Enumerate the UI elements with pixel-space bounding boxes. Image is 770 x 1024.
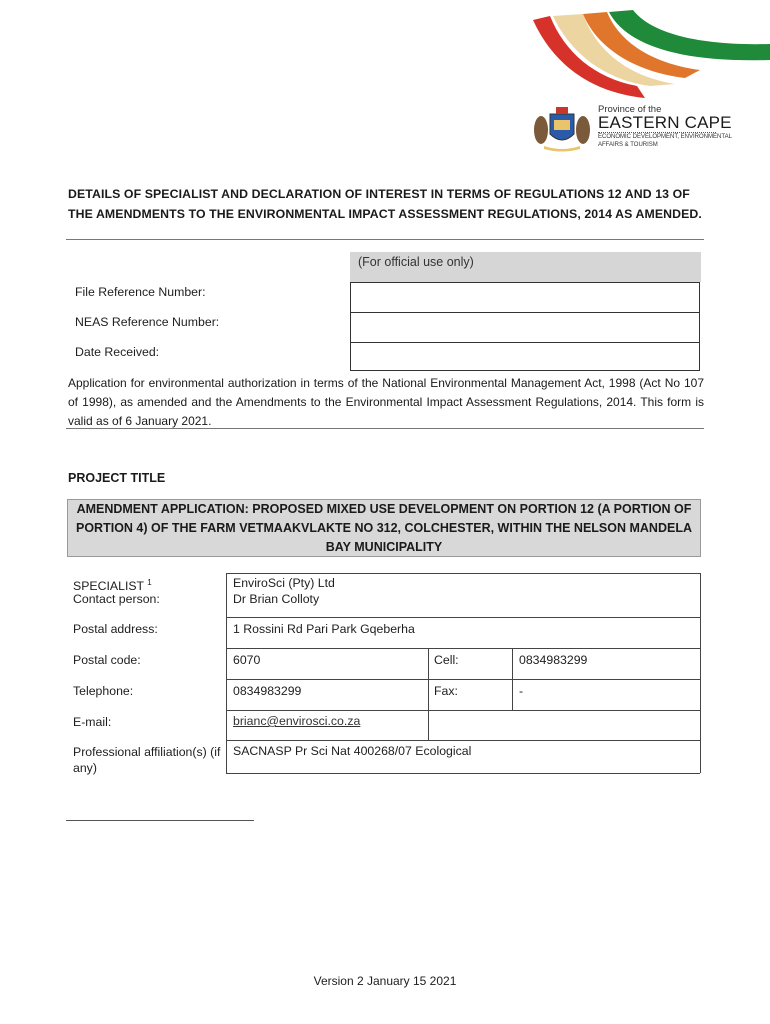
date-received-label: Date Received: xyxy=(75,345,160,359)
contact-person-label: Contact person: xyxy=(73,592,160,606)
telephone-value[interactable]: 0834983299 xyxy=(233,684,302,698)
intro-paragraph: Application for environmental authorization in terms of the National Environmental Management Act, 1998 (Act No 107 of 1998), as amended and the Amendments to the Environmental Impact Assessment Regulations, 2014. This form is valid as of 6 January 2021. xyxy=(68,376,704,428)
fax-label: Fax: xyxy=(434,684,458,698)
company-value[interactable]: EnviroSci (Pty) Ltd xyxy=(233,576,335,590)
affiliation-label: Professional affiliation(s) (if any) xyxy=(73,745,221,775)
telephone-label: Telephone: xyxy=(73,684,134,698)
email-value[interactable]: brianc@envirosci.co.za xyxy=(233,714,361,728)
cell-label: Cell: xyxy=(434,653,459,667)
project-title-label: PROJECT TITLE xyxy=(68,471,166,485)
form-rule xyxy=(226,710,700,711)
postal-code-label: Postal code: xyxy=(73,653,141,667)
affiliation-value[interactable]: SACNASP Pr Sci Nat 400268/07 Ecological xyxy=(233,744,472,758)
postal-code-value[interactable]: 6070 xyxy=(233,653,261,667)
logo-province-name: EASTERN CAPE xyxy=(598,113,732,132)
form-mid-divider xyxy=(512,648,513,710)
official-use-label: (For official use only) xyxy=(358,255,474,269)
coat-of-arms-icon xyxy=(532,104,592,152)
intro-rule xyxy=(66,428,704,429)
contact-person-value[interactable]: Dr Brian Colloty xyxy=(233,592,320,606)
neas-reference-label: NEAS Reference Number: xyxy=(75,315,220,329)
brand-swoosh-graphic xyxy=(525,8,770,103)
official-use-header xyxy=(350,252,701,282)
form-rule xyxy=(226,617,700,618)
date-received-field[interactable] xyxy=(351,343,699,370)
footnote-marker: 1 xyxy=(147,578,152,587)
form-rule xyxy=(226,679,700,680)
form-top-rule xyxy=(226,573,700,574)
logo-department: ECONOMIC DEVELOPMENT, ENVIRONMENTAL AFFAIRS & TOURISM xyxy=(598,134,732,148)
form-right-border xyxy=(700,573,701,773)
email-label: E-mail: xyxy=(73,715,112,729)
logo-divider xyxy=(598,132,716,133)
file-reference-label: File Reference Number: xyxy=(75,285,206,299)
heading-rule xyxy=(66,239,704,240)
logo-province-line: Province of the xyxy=(598,104,662,115)
form-bottom-rule xyxy=(226,773,700,774)
neas-reference-field[interactable] xyxy=(351,313,699,341)
postal-address-label: Postal address: xyxy=(73,622,158,636)
specialist-label-text: SPECIALIST xyxy=(73,579,144,594)
file-reference-field[interactable] xyxy=(351,283,699,311)
fax-value[interactable]: - xyxy=(519,684,524,698)
form-rule xyxy=(226,648,700,649)
form-mid-divider xyxy=(428,648,429,740)
postal-address-value[interactable]: 1 Rossini Rd Pari Park Gqeberha xyxy=(233,622,415,636)
form-rule xyxy=(226,740,700,741)
footnote-rule xyxy=(66,820,254,821)
page-title: DETAILS OF SPECIALIST AND DECLARATION OF INTEREST IN TERMS OF REGULATIONS 12 AND 13 OF THE AMENDMENTS TO THE ENVIRONMENTAL IMPACT ASSESSMENT REGULATIONS, 2014 AS AMENDED. xyxy=(68,187,702,221)
form-left-border xyxy=(226,573,227,773)
version-footer: Version 2 January 15 2021 xyxy=(313,974,457,988)
cell-value[interactable]: 0834983299 xyxy=(519,653,588,667)
project-title-text: AMENDMENT APPLICATION: PROPOSED MIXED USE DEVELOPMENT ON PORTION 12 (A PORTION OF PORTION 4) OF THE FARM VETMAAKVLAKTE NO 312, COLCHESTER, WITHIN THE NELSON MANDELA BAY MUNICIPALITY xyxy=(76,502,692,554)
